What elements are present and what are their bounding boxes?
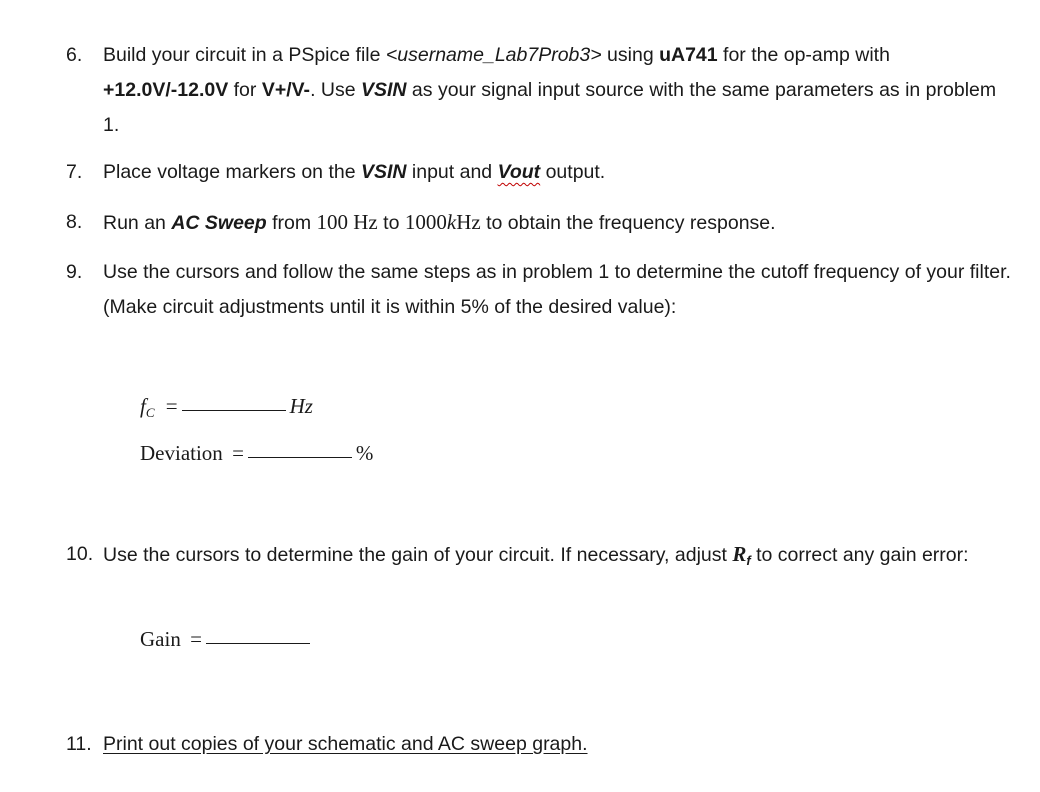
deviation-equals: = [232,441,244,465]
fc-symbol: f [140,394,146,418]
step-text: Place voltage markers on the VSIN input and Vout output. [103,161,606,183]
step-number: 11. [66,733,92,755]
fc-subscript: C [145,405,155,420]
fc-unit: Hz [289,394,313,418]
step-text: Use the cursors and follow the same steps as in problem 1 to determine the cutoff frequency of your filter. (Make circuit adjustments until it is within 5% of the desired value): [103,261,1011,318]
step-number: 10. [66,543,94,565]
gain-label: Gain [140,627,181,651]
fc-answer-blank[interactable] [182,409,286,411]
deviation-answer-blank[interactable] [248,456,352,458]
deviation-label: Deviation [140,441,223,465]
step-number: 7. [66,161,83,183]
step-text: Run an AC Sweep from 100 Hz to 1000kHz to obtain the frequency response. [103,210,776,234]
step-number: 9. [66,261,83,283]
fc-equation [140,394,313,419]
gain-equals: = [190,627,202,651]
deviation-unit: % [355,441,374,465]
fc-equals: = [165,394,178,418]
step-text: Print out copies of your schematic and AC sweep graph. [103,733,588,755]
step-number: 8. [66,211,83,233]
gain-answer-blank[interactable] [206,642,310,644]
gain-equation [140,627,314,652]
step-number: 6. [66,44,83,66]
deviation-equation [140,441,373,466]
step-text: Build your circuit in a PSpice file <username_Lab7Prob3> using uA741 for the op-amp with +12.0V/-12.0V for V+/V-. Use VSIN as your signal input source with the same parameters as in problem 1. [103,44,997,136]
step-text: Use the cursors to determine the gain of your circuit. If necessary, adjust $R_f$ to correct any gain error: [103,542,969,568]
